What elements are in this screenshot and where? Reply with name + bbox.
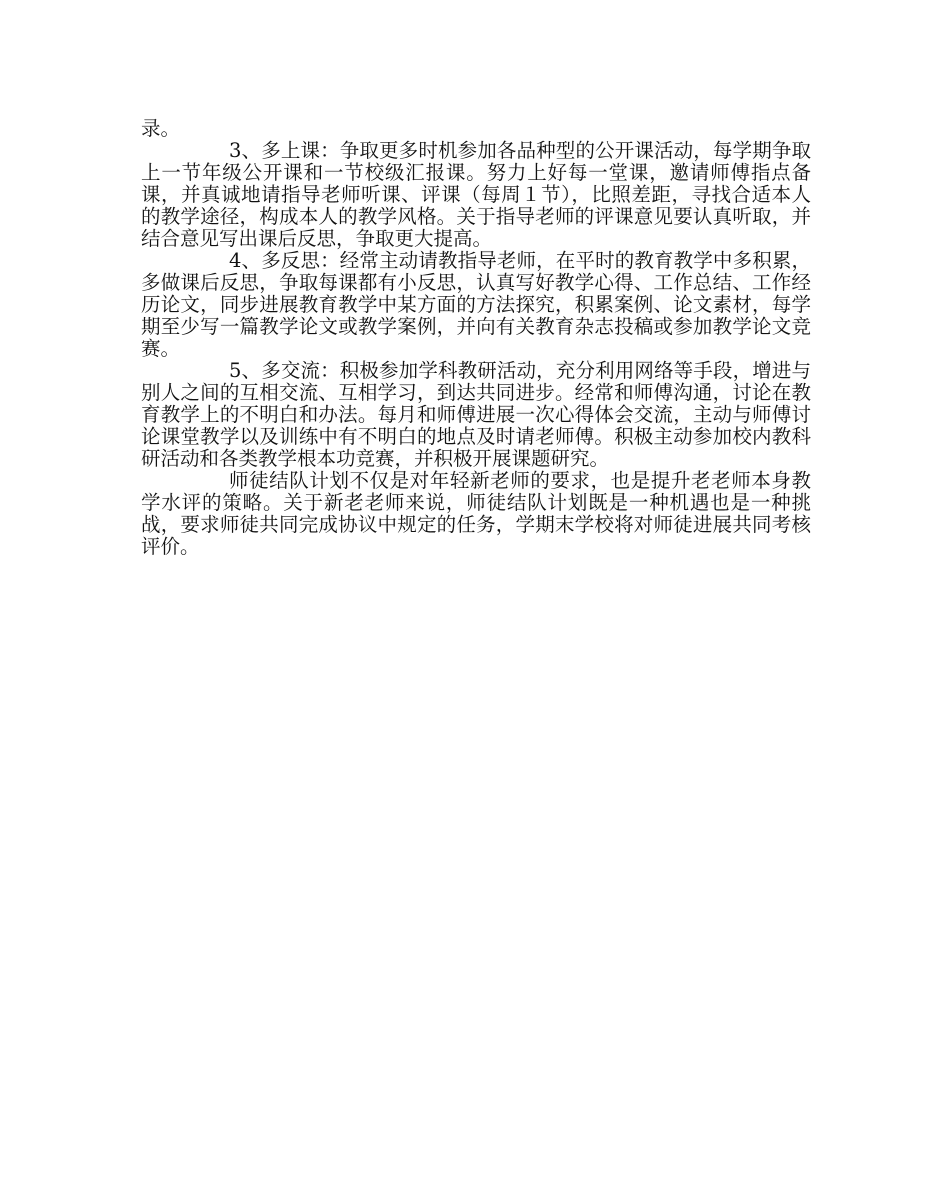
- paragraph-conclusion: 师徒结队计划不仅是对年轻新老师的要求，也是提升老老师本身教学水评的策略。关于新老老师来说，师徒结队计划既是一种机遇也是一种挑战，要求师徒共同完成协议中规定的任务，学期末学校将对师徒进展共同考核评价。: [141, 469, 811, 558]
- paragraph-item-5: 5、多交流：积极参加学科教研活动，充分利用网络等手段，增进与别人之间的互相交流、互相学习，到达共同进步。经常和师傅沟通，讨论在教育教学上的不明白和办法。每月和师傅进展一次心得体会交流，主动与师傅讨论课堂教学以及训练中有不明白的地点及时请老师傅。积极主动参加校内教科研活动和各类教学根本功竞赛，并积极开展课题研究。: [141, 359, 811, 470]
- document-body: [141, 118, 811, 558]
- paragraph-continuation: 录。: [141, 117, 181, 140]
- paragraph-item-3: 3、多上课：争取更多时机参加各品种型的公开课活动，每学期争取上一节年级公开课和一节校级汇报课。努力上好每一堂课，邀请师傅指点备课，并真诚地请指导老师听课、评课（每周１节），比照差距，寻找合适本人的教学途径，构成本人的教学风格。关于指导老师的评课意见要认真听取，并结合意见写出课后反思，争取更大提高。: [141, 139, 811, 250]
- paragraph-item-4: 4、多反思：经常主动请教指导老师，在平时的教育教学中多积累，多做课后反思，争取每课都有小反思，认真写好教学心得、工作总结、工作经历论文，同步进展教育教学中某方面的方法探究，积累案例、论文素材，每学期至少写一篇教学论文或教学案例，并向有关教育杂志投稿或参加教学论文竞赛。: [141, 249, 811, 360]
